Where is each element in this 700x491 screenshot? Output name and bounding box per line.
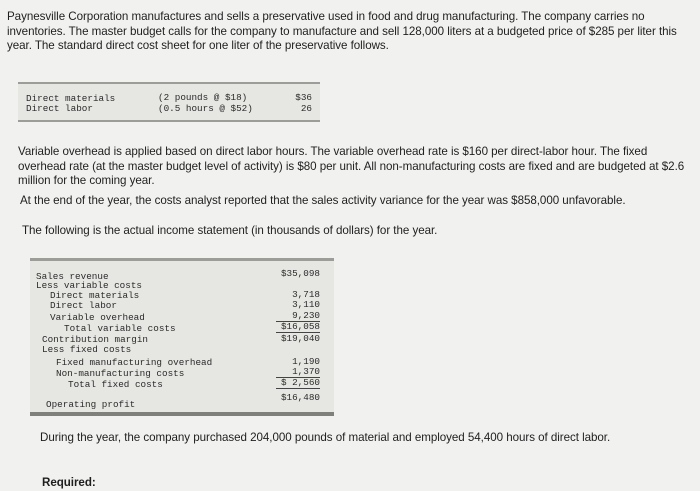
variable-overhead-value: 9,230 <box>276 310 320 322</box>
variance-paragraph: At the end of the year, the costs analyst reported that the sales activity variance for the year was $858,000 unfavorable. <box>20 194 626 207</box>
variable-overhead-label: Variable overhead <box>50 312 145 323</box>
operating-profit-label: Operating profit <box>46 399 136 410</box>
sales-revenue-label: Sales revenue <box>36 271 109 282</box>
direct-materials-label: Direct materials <box>50 290 140 301</box>
non-mfg-costs-value: 1,370 <box>276 366 320 378</box>
standard-cost-sheet <box>18 82 320 122</box>
contribution-margin-value: $19,040 <box>280 333 320 344</box>
operating-profit-value: $16,480 <box>280 392 320 403</box>
cost-sheet-labor-label: Direct labor <box>26 103 93 114</box>
direct-labor-label: Direct labor <box>50 300 117 311</box>
less-variable-costs-label: Less variable costs <box>36 280 143 291</box>
non-mfg-costs-label: Non-manufacturing costs <box>56 368 185 379</box>
statement-intro: The following is the actual income statement (in thousands of dollars) for the year. <box>22 224 438 237</box>
total-variable-costs-value: $16,058 <box>276 321 320 333</box>
cost-sheet-labor-detail: (0.5 hours @ $52) <box>158 103 253 114</box>
less-fixed-costs-label: Less fixed costs <box>42 344 132 355</box>
purchase-paragraph: During the year, the company purchased 204,000 pounds of material and employed 54,400 hours of direct labor. <box>40 431 611 444</box>
intro-paragraph: Paynesville Corporation manufactures and sells a preservative used in food and drug manufacturing. The company carries no inventories. The master budget calls for the company to manufacture and sell 128,000 liters at a budgeted price of $285 per liter this year. The standard direct cost sheet for one liter of the preservative follows. <box>7 10 677 53</box>
total-fixed-costs-label: Total fixed costs <box>68 379 163 390</box>
overhead-paragraph: Variable overhead is applied based on direct labor hours. The variable overhead rate is $160 per direct-labor hour. The fixed overhead rate (at the master budget level of activity) is $80 per unit. All non-manufacturing costs are fixed and are budgeted at $2.6 million for the coming year. <box>18 145 685 188</box>
income-statement <box>30 258 334 416</box>
cost-sheet-labor-amount: 26 <box>300 103 312 114</box>
cost-sheet-materials-detail: (2 pounds @ $18) <box>158 92 248 103</box>
fixed-mfg-overhead-value: 1,190 <box>292 356 320 367</box>
cost-sheet-materials-label: Direct materials <box>26 93 116 104</box>
fixed-mfg-overhead-label: Fixed manufacturing overhead <box>56 357 213 368</box>
contribution-margin-label: Contribution margin <box>42 334 149 345</box>
direct-labor-value: 3,110 <box>292 299 320 310</box>
total-fixed-costs-value: $ 2,560 <box>276 377 320 389</box>
sales-revenue-value: $35,098 <box>280 268 320 279</box>
required-heading: Required: <box>42 476 96 489</box>
cost-sheet-materials-amount: $36 <box>295 92 312 103</box>
direct-materials-value: 3,718 <box>292 289 320 300</box>
total-variable-costs-label: Total variable costs <box>64 323 176 334</box>
